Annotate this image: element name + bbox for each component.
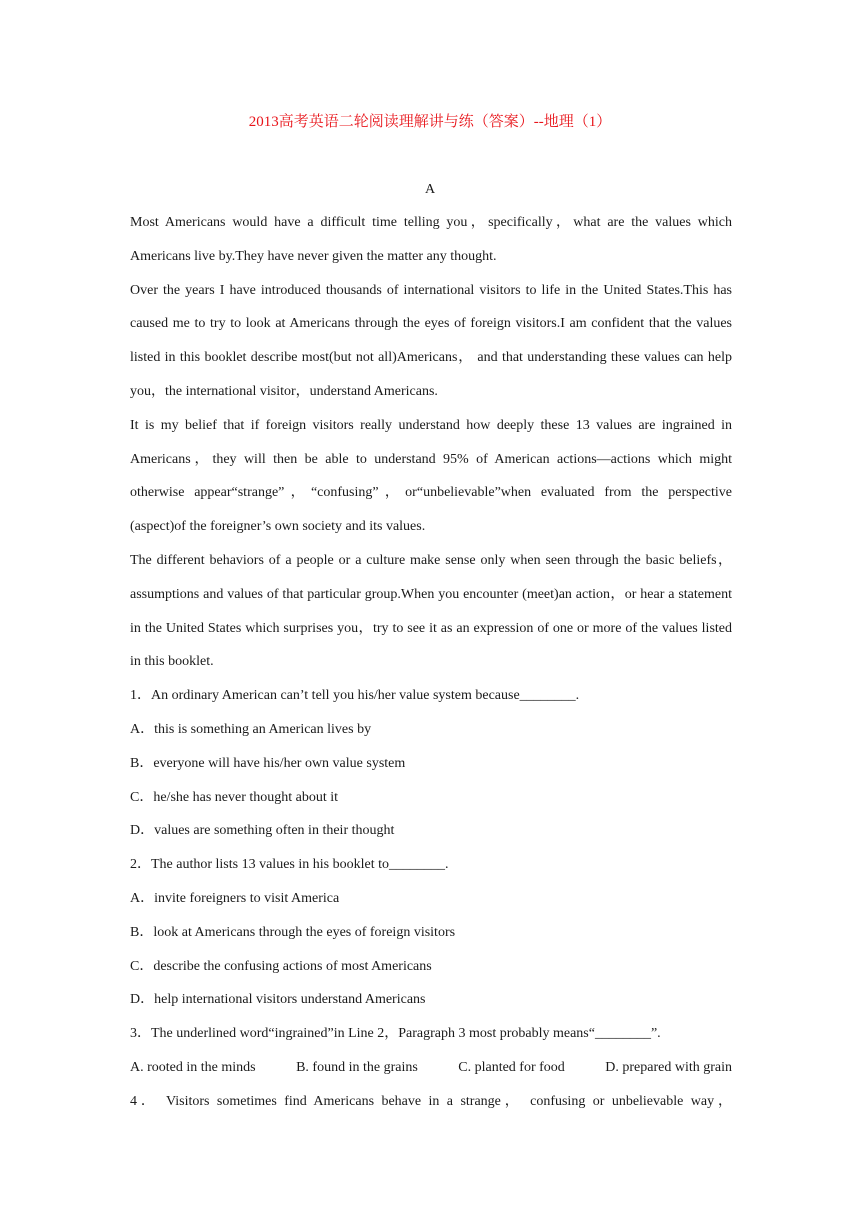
question-stem: 2．The author lists 13 values in his booklet to________. — [130, 857, 449, 873]
question-2 — [130, 848, 732, 1017]
document-title: 2013高考英语二轮阅读理解讲与练（答案）--地理（1） — [248, 114, 612, 130]
option-b: B. found in the grains — [296, 1059, 418, 1075]
option-d: D．help international visitors understand Americans — [130, 992, 426, 1008]
option-d: D．values are something often in their thought — [130, 823, 395, 839]
paragraph-1: Most Americans would have a difficult time telling you，specifically，what are the values which Americans live by.They have never given the matter any thought. — [130, 215, 732, 264]
option-b: B．look at Americans through the eyes of foreign visitors — [130, 924, 456, 940]
section-label: A — [424, 182, 436, 197]
option-c: C. planted for food — [458, 1059, 565, 1075]
question-stem: 3．The underlined word“ingrained”in Line 2，Paragraph 3 most probably means“________”. — [130, 1026, 661, 1042]
option-c: C．describe the confusing actions of most Americans — [130, 958, 432, 974]
option-a: A. rooted in the minds — [130, 1059, 256, 1075]
paragraph-2: Over the years I have introduced thousands of international visitors to life in the United States.This has caused me to try to look at Americans through the eyes of foreign visitors.I am confident that the values listed in this booklet describe most(but not all)Americans， and that understanding these values can help you，the international visitor，understand Americans. — [130, 282, 732, 399]
option-a: A．this is something an American lives by — [130, 721, 372, 737]
question-1 — [130, 679, 732, 848]
document-body — [130, 206, 732, 1119]
paragraph-3: It is my belief that if foreign visitors really understand how deeply these 13 values are ingrained in Americans，they will then be able to understand 95% of American actions—actions which might otherwise appear“strange”，“confusing”，or“unbelievable”when evaluated from the perspective (aspect)of the foreigner’s own society and its values. — [130, 417, 732, 535]
question-stem: 1．An ordinary American can’t tell you his/her value system because________. — [130, 688, 580, 704]
option-a: A．invite foreigners to visit America — [130, 890, 340, 906]
options-row — [130, 1051, 732, 1085]
question-3 — [130, 1017, 732, 1085]
question-4 — [130, 1085, 732, 1119]
option-b: B．everyone will have his/her own value system — [130, 755, 406, 771]
option-d: D. prepared with grain — [605, 1059, 732, 1075]
paragraph-4: The different behaviors of a people or a culture make sense only when seen through the basic beliefs，assumptions and values of that particular group.When you encounter (meet)an action，or hear a statement in the United States which surprises you，try to see it as an expression of one or more of the values listed in this booklet. — [130, 552, 732, 670]
option-c: C．he/she has never thought about it — [130, 789, 339, 805]
question-stem: 4． Visitors sometimes find Americans behave in a strange， confusing or unbelievable way， — [130, 1093, 732, 1109]
